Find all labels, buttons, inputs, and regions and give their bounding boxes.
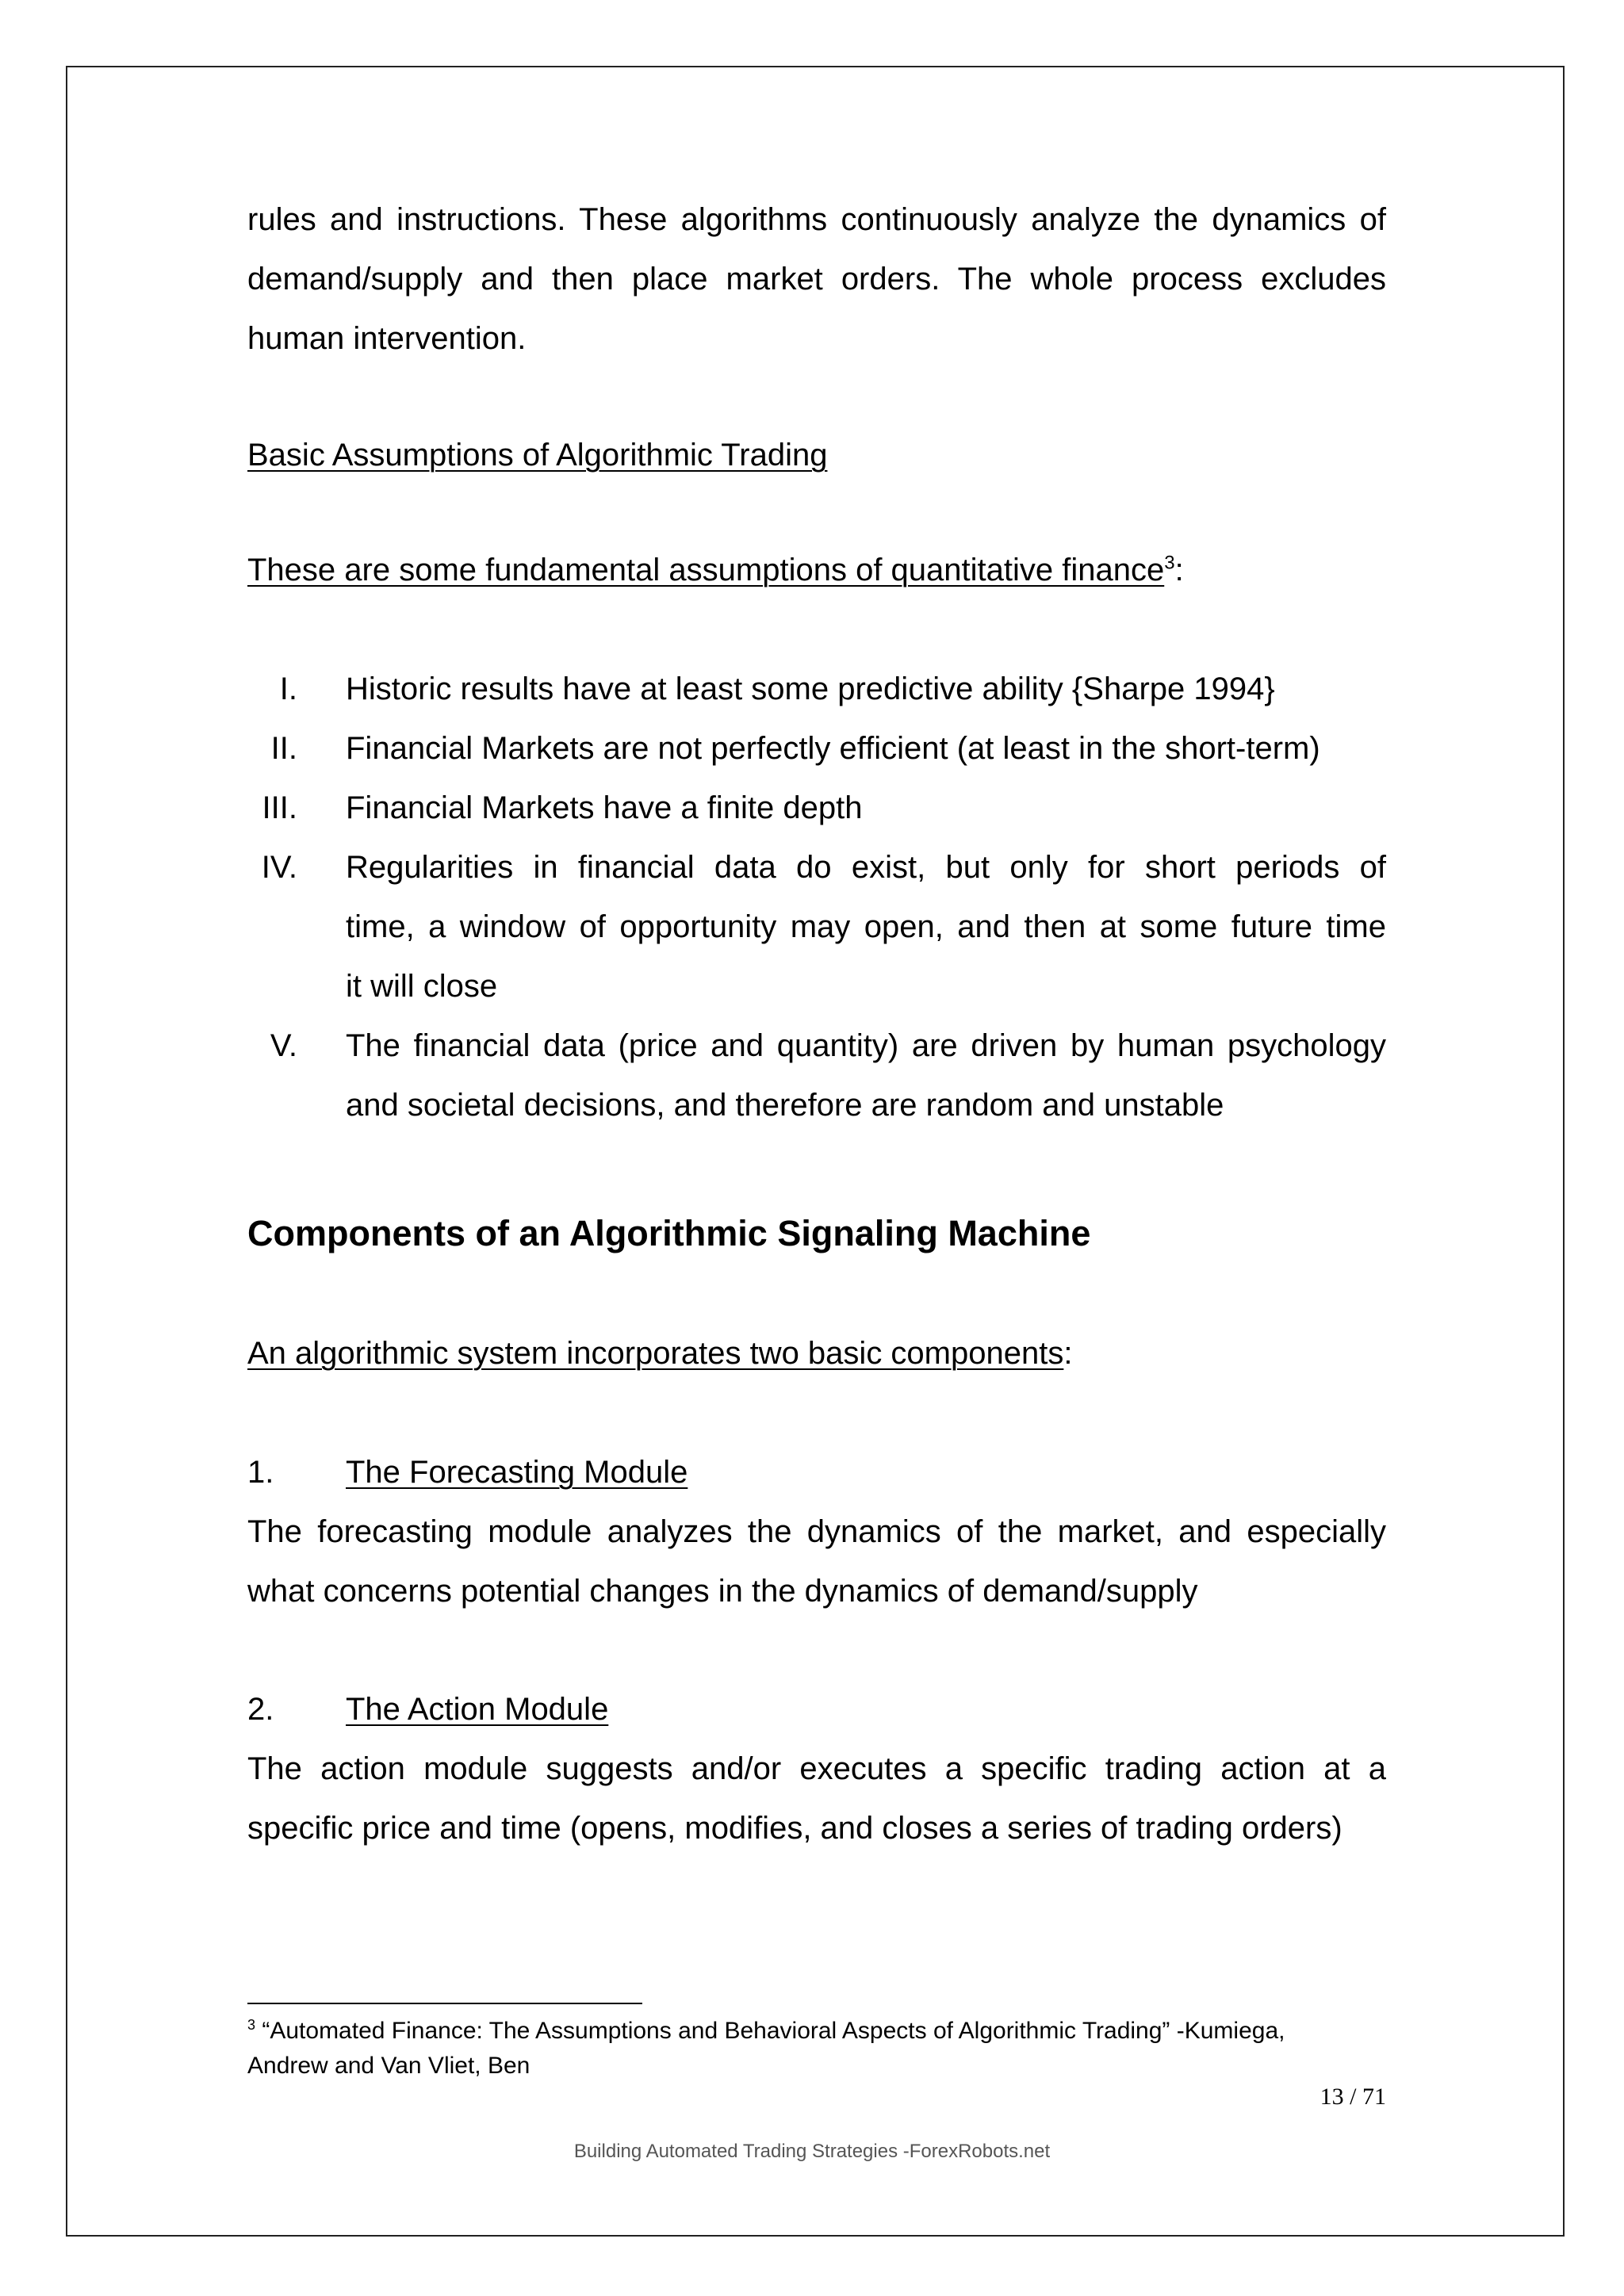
page-footer: Building Automated Trading Strategies -ForexRobots.net <box>573 2141 1051 2162</box>
module-text-line: The forecasting module analyzes the dynamics of the market, and especially <box>247 1514 1386 1549</box>
list-item-line: Historic results have at least some predictive ability {Sharpe 1994} <box>346 672 1275 706</box>
module-text-line: The action module suggests and/or executes a specific trading action at a <box>247 1751 1386 1786</box>
footnote-line-2: Andrew and Van Vliet, Ben <box>247 2053 530 2079</box>
footnote-divider <box>247 2003 642 2004</box>
list-item-number: V. <box>270 1028 297 1063</box>
module-action <box>247 1680 1386 1858</box>
module-title-line <box>247 1680 1386 1739</box>
page-number: 13 / 71 <box>1320 2084 1386 2110</box>
section1-lead-colon: : <box>1174 553 1184 587</box>
footnote-line-1 <box>247 2014 1386 2049</box>
list-item-line: Financial Markets are not perfectly efficient (at least in the short-term) <box>346 731 1320 766</box>
list-item-number: I. <box>279 672 297 706</box>
section2-lead-wrap <box>247 1324 1386 1383</box>
footnote <box>247 2014 1386 2084</box>
list-item <box>247 1016 1386 1135</box>
list-item-number: IV. <box>261 850 297 885</box>
list-item <box>247 779 1386 838</box>
section2-lead-text: An algorithmic system incorporates two basic components <box>247 1336 1064 1371</box>
section2-lead-colon: : <box>1063 1336 1073 1371</box>
section1-heading: Basic Assumptions of Algorithmic Trading <box>247 438 828 473</box>
module-forecasting <box>247 1443 1386 1621</box>
footnote-text: “Automated Finance: The Assumptions and Behavioral Aspects of Algorithmic Trading” -Kumiega, <box>262 2018 1285 2044</box>
intro-paragraph <box>247 190 1386 369</box>
page-border <box>66 66 1565 2237</box>
list-item-line: and societal decisions, and therefore are random and unstable <box>346 1088 1224 1123</box>
list-item-line: Regularities in financial data do exist, but only for short periods of <box>346 850 1386 885</box>
assumptions-list <box>247 660 1386 1135</box>
module-title: The Action Module <box>346 1692 609 1727</box>
list-item <box>247 660 1386 719</box>
footnote-ref[interactable]: 3 <box>1164 552 1175 574</box>
intro-line-3: human intervention. <box>247 321 527 356</box>
section1-lead-text: These are some fundamental assumptions of quantitative finance <box>247 553 1165 587</box>
section2-heading-wrap <box>247 1210 1386 1257</box>
intro-line-1: rules and instructions. These algorithms continuously analyze the dynamics of <box>247 202 1386 237</box>
module-text-line: specific price and time (opens, modifies, and closes a series of trading orders) <box>247 1811 1342 1846</box>
list-item-number: II. <box>270 731 297 766</box>
module-number: 1. <box>247 1455 274 1490</box>
list-item <box>247 719 1386 779</box>
section1-heading-wrap <box>247 426 1386 485</box>
footnote-mark: 3 <box>247 2017 256 2033</box>
section1-lead <box>247 541 1386 600</box>
section2-heading: Components of an Algorithmic Signaling Machine <box>247 1213 1091 1253</box>
module-text-line: what concerns potential changes in the dynamics of demand/supply <box>247 1574 1198 1609</box>
list-item-line: Financial Markets have a finite depth <box>346 790 863 825</box>
list-item-line: time, a window of opportunity may open, and then at some future time <box>346 909 1386 944</box>
section1-lead-wrap <box>247 541 1386 600</box>
list-item-number: III. <box>262 790 297 825</box>
list-item-line: The financial data (price and quantity) are driven by human psychology <box>346 1028 1386 1063</box>
module-number: 2. <box>247 1692 274 1727</box>
list-item <box>247 838 1386 1016</box>
module-title-line <box>247 1443 1386 1502</box>
module-title: The Forecasting Module <box>346 1455 688 1490</box>
list-item-line: it will close <box>346 969 498 1004</box>
section2-lead <box>247 1324 1386 1383</box>
intro-line-2: demand/supply and then place market orders. The whole process excludes <box>247 262 1386 297</box>
